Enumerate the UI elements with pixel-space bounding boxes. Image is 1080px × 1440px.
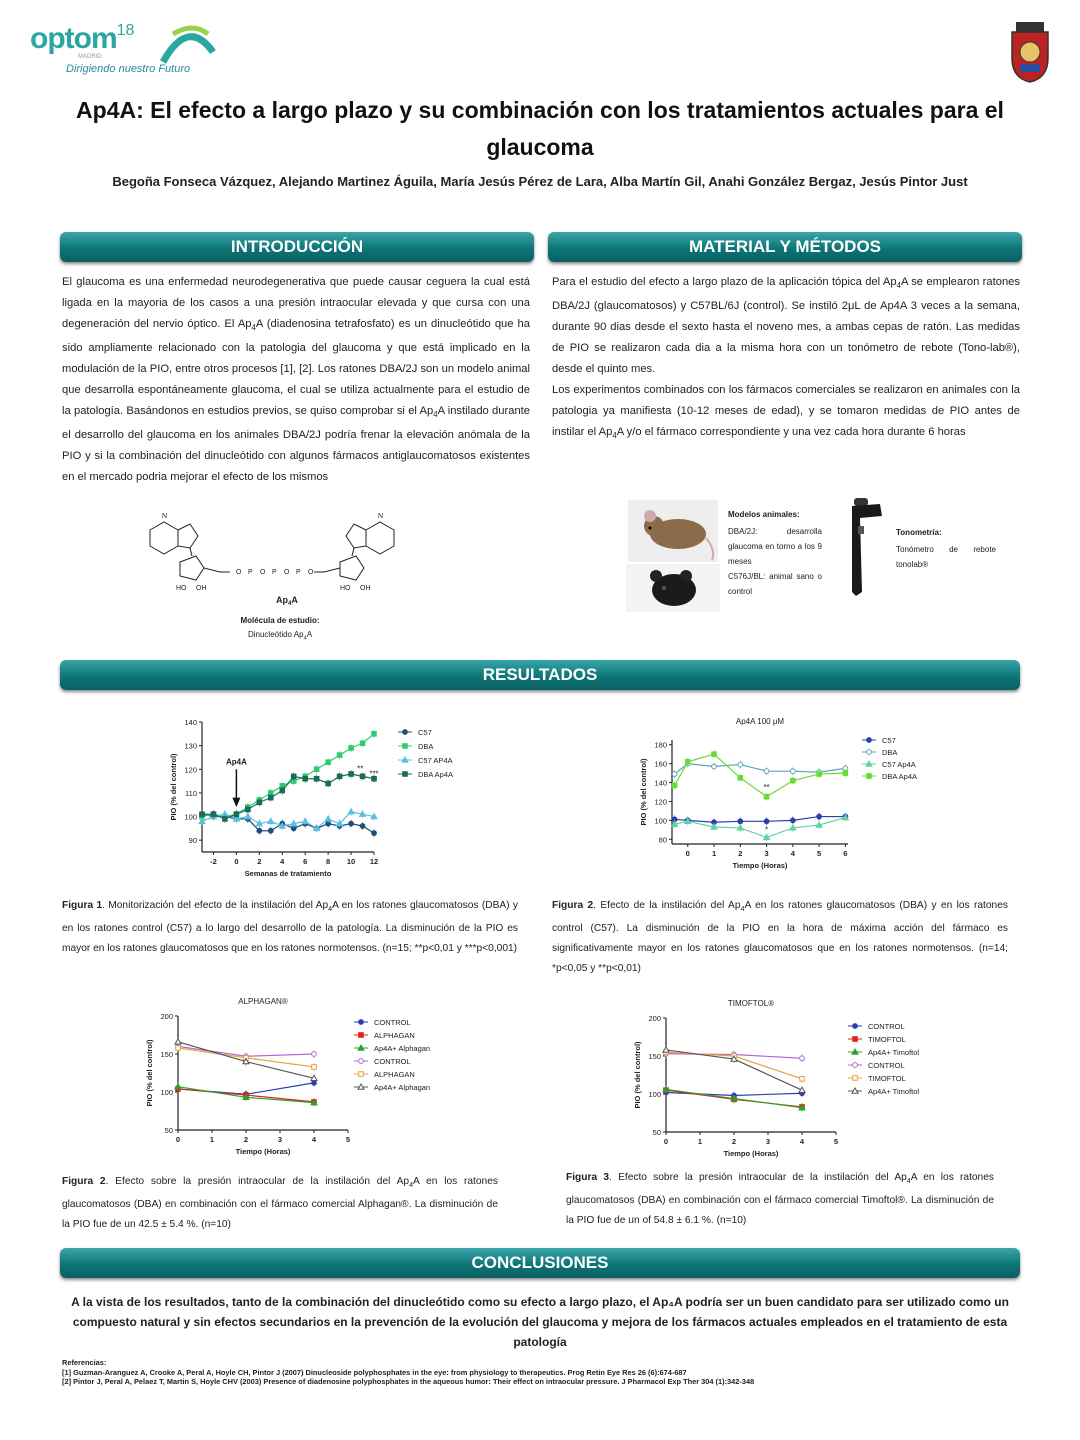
methods-p1b: A se emplearon ratones DBA/2J (glaucomatosos) y C57BL/6J (control). Se instiló 2: [552, 276, 1021, 313]
data-point: [245, 814, 251, 819]
y-tick-label: 150: [648, 1052, 661, 1061]
series-4: [176, 1044, 317, 1071]
tonometry-text: Tonómetro de rebote tonolab®: [896, 545, 996, 569]
svg-text:OH: OH: [196, 585, 207, 592]
data-point: [326, 781, 331, 786]
chart-weekly-pio: [150, 712, 480, 882]
data-point: [672, 772, 677, 777]
data-point: [867, 738, 872, 743]
y-tick-label: 120: [184, 765, 197, 775]
legend-label: C57 AP4A: [418, 756, 453, 765]
y-tick-label: 200: [160, 1012, 173, 1021]
data-point: [280, 788, 285, 793]
legend-label: DBA Ap4A: [418, 770, 454, 779]
data-point: [372, 831, 377, 836]
chart-timoftol: [628, 994, 968, 1164]
x-axis-label: Tiempo (Horas): [235, 1147, 291, 1156]
data-point: [314, 767, 319, 772]
references-heading: Referencias:: [62, 1358, 107, 1367]
y-tick-label: 100: [160, 1088, 173, 1097]
figure1-caption: [62, 896, 518, 959]
x-tick-label: 4: [311, 1135, 317, 1144]
x-tick-label: 1: [697, 1137, 703, 1146]
data-point: [800, 1056, 805, 1061]
tonometry-title: Tonometría:: [896, 528, 942, 537]
reference-item: [2] Pintor J, Peral A, Pelaez T, Martin S, Hoyle CHV (2003) Presence of diadenosine polyphosphates in the aqueous humor: Their effect on intraocular pressure. J Pharmacol Exp Ther 304 (1):342-348: [62, 1377, 755, 1386]
legend-label: CONTROL: [374, 1057, 411, 1066]
data-point: [200, 812, 205, 817]
x-tick-label: 4: [790, 849, 795, 858]
y-tick-label: 100: [648, 1090, 661, 1099]
molecule-caption: Dinucleótido $Ap_4A$: [247, 630, 313, 642]
sub: 4: [612, 431, 617, 441]
x-tick-label: 3: [764, 849, 769, 858]
svg-text:O: O: [260, 569, 266, 576]
x-tick-label: -2: [210, 857, 217, 866]
legend-label: ALPHAGAN: [374, 1031, 415, 1040]
brown-mouse-image: [628, 500, 718, 562]
legend-label: TIMOFTOL: [868, 1035, 906, 1044]
data-point: [712, 752, 717, 757]
models-text: [728, 524, 822, 599]
sub: 4: [906, 1177, 911, 1186]
intro-p1: El glaucoma es una enfermedad neurodegenerativa que puede causar ceguera la cual está ligada en la mayoria de los casos a una presión intraocular elevada y que cursa con una degeneración del nervio óptico. El Ap: [62, 276, 530, 330]
data-point: [712, 764, 717, 769]
congress-logo: [18, 8, 208, 88]
data-point: [303, 776, 308, 781]
models-title: Modelos animales:: [728, 510, 800, 519]
data-point: [360, 824, 365, 829]
data-point: [853, 1037, 858, 1042]
data-point: [867, 774, 872, 779]
poster-title: Ap4A: El efecto a largo plazo y su combinación con los tratamientos actuales para el glaucoma: [76, 97, 1004, 160]
methods-p2a: Los experimentos combinados con los fármacos comerciales se realizaron en animales con la patologia ya manifiesta (10-12 meses de edad), y se tomaron medidas de PIO antes de instilar el Ap: [552, 384, 1020, 439]
data-point: [211, 812, 216, 817]
significance-label: *: [765, 825, 769, 835]
svg-text:N: N: [162, 513, 168, 520]
caption-label: Figura 3: [566, 1172, 610, 1183]
data-point: [359, 1059, 364, 1064]
x-tick-label: 6: [843, 849, 848, 858]
legend-label: DBA: [418, 742, 434, 751]
y-tick-label: 130: [184, 741, 197, 751]
data-point: [348, 809, 354, 814]
y-tick-label: 180: [654, 740, 667, 750]
significance-label: ***: [369, 769, 379, 779]
chart-title: Ap4A 100 μM: [735, 717, 785, 726]
data-point: [302, 818, 308, 823]
data-point: [672, 783, 677, 788]
legend-label: CONTROL: [868, 1022, 905, 1031]
methods-p1c: L de Ap4A 3 veces a la semana, durante 90 dias desde el sexto hasta el noveno mes, a ambas cepas de ratón. Las medidas de PIO se realizaron cada dia a la misma hora con un tonómetro de rebote (Tono-lab®), desde el quinto mes.: [552, 300, 1020, 376]
x-tick-label: 5: [833, 1137, 839, 1146]
logo-sub: MADRID: [78, 54, 102, 60]
data-point: [764, 769, 769, 774]
data-point: [764, 794, 769, 799]
caption-text: A en los ratones glaucomatosos (DBA) y en los ratones control (C57). La disminución de la PIO en la hora de máxima acción del fármaco es significativamente mayor en los ratones glaucomatosos que en los ratones normotensos. (n=14; *p<0,05 y **p<0,01): [552, 900, 1008, 975]
data-point: [349, 821, 354, 826]
data-point: [325, 816, 331, 821]
logo-tagline: Dirigiendo nuestro Futuro: [66, 63, 191, 75]
chart-alphagan: [128, 992, 468, 1162]
data-point: [817, 814, 822, 819]
data-point: [764, 819, 769, 824]
legend-label: C57: [418, 728, 432, 737]
legend-label: Ap4A+ Timoftol: [868, 1087, 920, 1096]
sub: 4: [409, 1181, 414, 1190]
x-tick-label: 2: [257, 857, 262, 866]
x-tick-label: 0: [175, 1135, 181, 1144]
black-mouse-image: [626, 564, 720, 612]
svg-text:P: P: [272, 569, 277, 576]
chart-title: TIMOFTOL®: [727, 999, 775, 1008]
caption-label: Figura 1: [62, 900, 103, 911]
data-point: [337, 774, 342, 779]
figure2-caption: [552, 896, 1008, 979]
caption-text: A en los ratones glaucomatosos (DBA) en combinación con el fármaco comercial Alphagan®. La disminución de la PIO fue de un 42.5 ± 5.4 %. (n=10): [62, 1176, 498, 1231]
legend-label: Ap4A+ Timoftol: [868, 1048, 920, 1057]
legend-label: C57 Ap4A: [882, 760, 916, 769]
data-point: [853, 1024, 858, 1029]
svg-text:P: P: [296, 569, 301, 576]
results-banner: RESULTADOS: [60, 660, 1020, 690]
arrow-label: Ap4A: [225, 757, 247, 767]
methods-banner: MATERIAL Y MÉTODOS: [548, 232, 1022, 262]
models-text-c57: C576J/BL: animal sano o control: [728, 572, 822, 596]
y-tick-label: 140: [654, 778, 667, 788]
x-tick-label: 10: [346, 857, 356, 866]
data-point: [791, 778, 796, 783]
x-tick-label: 1: [209, 1135, 215, 1144]
figure4-caption: [566, 1168, 994, 1231]
data-point: [269, 795, 274, 800]
intro-banner: INTRODUCCIÓN: [60, 232, 534, 262]
y-tick-label: 120: [654, 797, 667, 807]
y-axis-label: PIO (% del control): [169, 753, 178, 821]
x-tick-label: 0: [663, 1137, 669, 1146]
data-point: [843, 771, 848, 776]
sub: 4: [251, 323, 256, 333]
data-point: [312, 1065, 317, 1070]
legend-label: C57: [882, 736, 896, 745]
data-point: [360, 774, 365, 779]
data-point: [359, 1033, 364, 1038]
caption-text: . Efecto de la instilación del Ap: [593, 900, 741, 911]
data-point: [790, 769, 795, 774]
data-point: [175, 1039, 181, 1044]
chart-ap4a-100um: [628, 712, 958, 882]
intro-text: [62, 272, 530, 488]
series-2: [672, 814, 849, 842]
chart-title: ALPHAGAN®: [238, 997, 288, 1006]
data-point: [223, 817, 228, 822]
sub: 4: [433, 410, 438, 420]
figure3-caption: [62, 1172, 498, 1235]
methods-p2b: A y/o el fármaco correspondiente y una vez cada hora durante 6 horas: [616, 426, 966, 439]
data-point: [312, 1052, 317, 1057]
svg-text:N: N: [378, 513, 384, 520]
x-tick-label: 1: [711, 849, 717, 858]
x-tick-label: 3: [765, 1137, 771, 1146]
legend-label: DBA Ap4A: [882, 772, 918, 781]
data-point: [403, 744, 408, 749]
data-point: [246, 807, 251, 812]
legend-label: Ap4A+ Alphagan: [374, 1083, 431, 1092]
legend-label: ALPHAGAN: [374, 1070, 415, 1079]
x-tick-label: 2: [243, 1135, 249, 1144]
x-tick-label: 0: [685, 849, 690, 858]
legend-label: CONTROL: [374, 1018, 411, 1027]
data-point: [853, 1076, 858, 1081]
data-point: [349, 746, 354, 751]
x-axis-label: Tiempo (Horas): [732, 861, 788, 870]
reference-item: [1] Guzman-Aranguez A, Crooke A, Peral A, Hoyle CH, Pintor J (2007) Dinucleoside polyphosphates in the eye: from physiology to therapeutics. Prog Retin Eye Res 26 (6):674-687: [62, 1367, 687, 1377]
data-point: [790, 818, 795, 823]
svg-text:OH: OH: [360, 585, 371, 592]
caption-text: A en los ratones glaucomatosos (DBA) en combinación con el fármaco comercial Timoftol®. La disminución de la PIO fue de un of 54.8 ± 6.1 %. (n=10): [566, 1172, 994, 1227]
x-tick-label: 12: [369, 857, 379, 866]
sub: 4: [896, 281, 901, 291]
data-point: [337, 753, 342, 758]
logo-text: optom: [30, 22, 117, 55]
sub: 4: [740, 905, 745, 914]
y-tick-label: 100: [654, 816, 667, 826]
x-tick-label: 4: [280, 857, 285, 866]
data-point: [326, 760, 331, 765]
series-3: [672, 750, 847, 801]
x-tick-label: 3: [277, 1135, 283, 1144]
y-tick-label: 140: [184, 718, 197, 727]
y-tick-label: 50: [164, 1126, 173, 1135]
tonometer-image: [846, 496, 892, 600]
data-point: [176, 1046, 181, 1051]
significance-label: **: [763, 783, 770, 793]
data-point: [738, 776, 743, 781]
x-tick-label: 2: [731, 1137, 737, 1146]
y-axis-label: PIO (% del control): [145, 1039, 154, 1107]
x-tick-label: 5: [817, 849, 822, 858]
caption-label: Figura 2: [552, 900, 594, 911]
references: [62, 1358, 1022, 1387]
x-tick-label: 0: [234, 857, 239, 866]
x-tick-label: 5: [345, 1135, 351, 1144]
data-point: [291, 774, 296, 779]
intro-p1b: A (diadenosina tetrafosfato) es un dinucleótido que ha sido ampliamente relacionado con la patologia del glaucoma y que está implicado en la modulación de la PIO, entre otros procesos [1], [2]. Los ratones DBA/2J son un modelo animal que desarrolla espontáneamente glaucoma, el cual se utiliza actualmente para el estudio de la patología. Basándonos en estudios previos, se quiso comprobar si el Ap: [62, 318, 530, 418]
svg-text:HO: HO: [340, 585, 351, 592]
molecule-caption-title: Molécula de estudio:: [240, 616, 320, 625]
caption-text: . Efecto sobre la presión intraocular de la instilación del Ap: [105, 1176, 410, 1187]
data-point: [359, 1072, 364, 1077]
svg-text:HO: HO: [176, 585, 187, 592]
data-point: [685, 759, 690, 764]
molecule-label: $Ap_4A$: [276, 595, 298, 607]
data-point: [372, 732, 377, 737]
data-point: [738, 819, 743, 824]
methods-text: [552, 272, 1020, 446]
data-point: [403, 772, 408, 777]
y-tick-label: 80: [658, 835, 667, 845]
y-tick-label: 110: [185, 788, 197, 798]
authors: Begoña Fonseca Vázquez, Alejando Martinez Águila, María Jesús Pérez de Lara, Alba Martín Gil, Anahi González Bergaz, Jesús Pintor Just: [112, 174, 968, 189]
series-4: [664, 1048, 805, 1083]
university-seal-icon: [1006, 18, 1054, 84]
data-point: [234, 812, 239, 817]
data-point: [257, 828, 262, 833]
svg-text:P: P: [248, 569, 253, 576]
svg-text:O: O: [284, 569, 290, 576]
x-tick-label: 6: [303, 857, 308, 866]
data-point: [257, 800, 262, 805]
ap4a-molecule-diagram: [130, 510, 430, 630]
y-tick-label: 100: [184, 812, 197, 822]
data-point: [360, 741, 365, 746]
y-tick-label: 50: [652, 1128, 661, 1137]
data-point: [314, 776, 319, 781]
y-tick-label: 160: [654, 759, 667, 769]
conclusions-banner: CONCLUSIONES: [60, 1248, 1020, 1278]
data-point: [867, 750, 872, 755]
logo-year: 18: [116, 22, 135, 39]
significance-label: **: [357, 764, 364, 774]
x-axis-label: Semanas de tratamiento: [244, 869, 332, 878]
y-tick-label: 90: [188, 836, 197, 846]
conclusion-text: A la vista de los resultados, tanto de la combinación del dinucleótido como su efecto a largo plazo, el Ap₄A podría ser un buen candidato para ser utilizado como un compuesto natural y sin efectos secundarios en la prevención de la evolución del glaucoma y mejora de los fármacos actuales empleados en el tratamiento de esta patología: [71, 1295, 1009, 1349]
legend-label: CONTROL: [868, 1061, 905, 1070]
data-point: [268, 828, 273, 833]
data-point: [738, 762, 743, 767]
x-tick-label: 4: [799, 1137, 805, 1146]
svg-text:O: O: [236, 569, 242, 576]
intro-p1c: A instilado durante el desarrollo del glaucoma en los animales DBA/2J podría frenar la elevación anómala de la PIO y si la combinación del dinucleótido con algunos fármacos antiglaucomatosos existentes en el mercado podria mejorar el efecto de los mismos: [62, 405, 530, 484]
svg-text:O: O: [308, 569, 314, 576]
unit: μ: [847, 300, 855, 313]
x-tick-label: 2: [738, 849, 743, 858]
y-tick-label: 200: [648, 1014, 661, 1023]
data-point: [349, 772, 354, 777]
data-point: [800, 1077, 805, 1082]
caption-text: . Efecto sobre la presión intraocular de la instilación del Ap: [609, 1172, 907, 1183]
legend-label: TIMOFTOL: [868, 1074, 906, 1083]
data-point: [268, 818, 274, 823]
caption-text: . Monitorización del efecto de la instilación del Ap: [102, 900, 329, 911]
y-axis-label: PIO (% del control): [639, 758, 648, 826]
logo-swoosh-icon: [158, 22, 218, 72]
data-point: [359, 1020, 364, 1025]
data-point: [853, 1063, 858, 1068]
treatment-arrow-head: [232, 798, 240, 807]
methods-p1a: Para el estudio del efecto a largo plazo de la aplicación tópica del Ap: [552, 276, 897, 288]
x-tick-label: 8: [326, 857, 331, 866]
caption-text: A en los ratones glaucomatosos (DBA) y en los ratones control (C57) a lo largo del desarrollo de la patología. La disminución de la PIO es mayor en los ratones glaucomatosos que en los ratones normotensos. (n=15; **p<0,01 y ***p<0,001): [62, 900, 518, 955]
series-2: [663, 1085, 805, 1111]
x-axis-label: Tiempo (Horas): [723, 1149, 779, 1158]
series-5: [175, 1038, 317, 1082]
caption-label: Figura 2: [62, 1176, 106, 1187]
data-point: [817, 772, 822, 777]
series-line: [202, 774, 374, 819]
legend-label: DBA: [882, 748, 898, 757]
y-axis-label: PIO (% del control): [633, 1041, 642, 1109]
models-text-dba: DBA/2J: desarrolla glaucoma en torno a los 9 meses: [728, 527, 822, 566]
data-point: [403, 730, 408, 735]
sub: 4: [328, 905, 333, 914]
legend-label: Ap4A+ Alphagan: [374, 1044, 431, 1053]
y-tick-label: 150: [160, 1050, 173, 1059]
